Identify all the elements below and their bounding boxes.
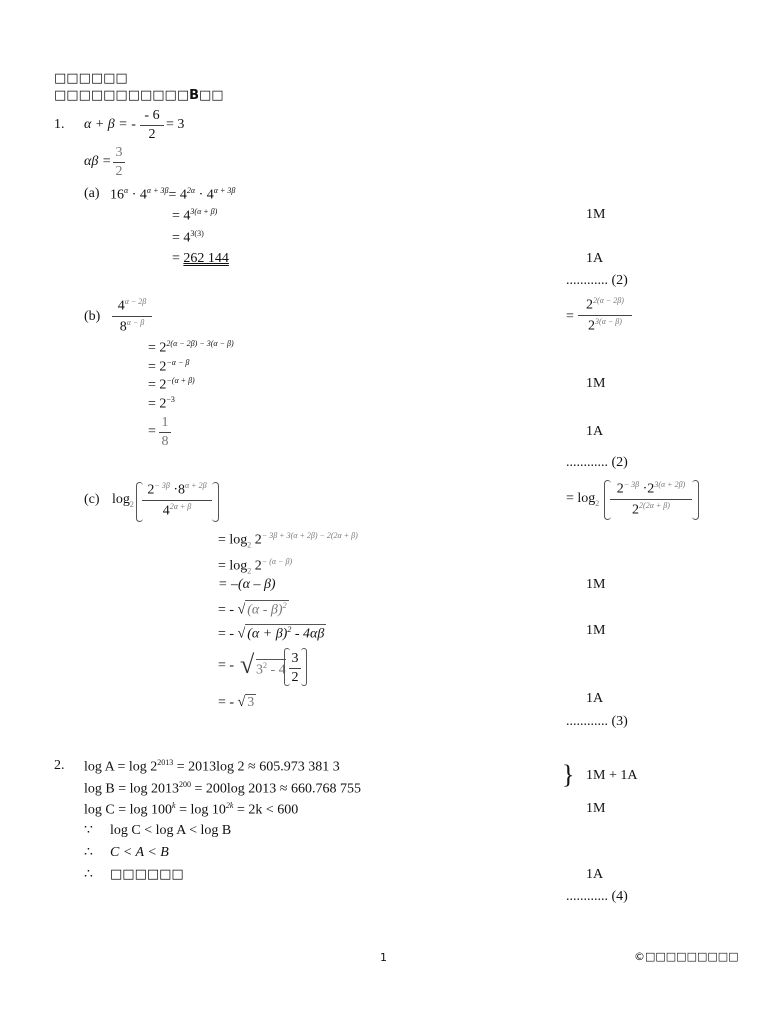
q1-sum-lhs: α + β = -	[84, 117, 136, 132]
q2-line2: $\log B = \log 2013^{200} = 200\log$ 2013 ≈ 660.768 755	[84, 780, 361, 797]
q2-mark-1: 1M + 1A	[586, 768, 638, 783]
sqrt-icon: √	[237, 626, 246, 642]
q1a-label: (a)	[84, 186, 100, 201]
q1c-step5: = - √ $(\alpha + \beta)^2 - 4\alpha\beta$	[218, 625, 325, 642]
q1c-step2: = $\log_2 2^{- (\alpha - \beta)}$	[218, 557, 293, 576]
q2-line5: C < A < B	[110, 845, 169, 860]
q2-total: ............ (4)	[566, 889, 628, 904]
q1a-line4: = 262 144	[172, 251, 229, 266]
q1-sum-fraction	[140, 109, 164, 142]
q2-mark-2: 1M	[586, 801, 606, 816]
q1b-step5-fraction: 1 8	[159, 416, 171, 449]
q1b-step3: = $2^{-(\alpha + \beta)}$	[148, 376, 195, 393]
q1c-step6-fraction: 3 2	[289, 652, 301, 685]
q2-line3: $\log C = \log 100^k = \log 10^{2k} = 2k < 600$	[84, 801, 299, 818]
q1b-total: ............ (2)	[566, 455, 628, 470]
q1c-step6-eq: = -	[218, 658, 235, 673]
q2-line6: □□□□□□	[110, 867, 184, 882]
q1c-rhs-right-paren	[692, 480, 699, 520]
q1c-step6-radicand: $3^2 - 4$	[256, 661, 286, 678]
q1-sum-den: 2	[148, 127, 156, 142]
q1c-total: ............ (3)	[566, 714, 628, 729]
q1b-rhs-fraction: $2^{2(\alpha - 2\beta)}$ $2^{3(\alpha - \beta)}$	[578, 297, 632, 333]
q1c-rhs-fraction: $2^{- 3\beta} \cdot 2^{3(\alpha + 2\beta)}$ $2^{2(2\alpha + \beta)}$	[610, 481, 692, 517]
q1c-mark-3: 1A	[586, 691, 604, 706]
q1-prod-den: 2	[115, 164, 123, 179]
sqrt-icon: √	[237, 695, 246, 710]
q1a-mark-1: 1M	[586, 207, 606, 222]
q2-line4: log C < log A < log B	[110, 823, 232, 838]
q1b-label: (b)	[84, 309, 101, 324]
q1c-step6-right-paren	[301, 648, 307, 686]
q1a-total: ............ (2)	[566, 273, 628, 288]
q1a-mark-2: 1A	[586, 251, 604, 266]
q1a-answer: 262 144	[183, 251, 229, 266]
q1c-lhs-fraction: $2^{- 3\beta} \cdot 8^{\alpha + 2\beta}$ $4^{2\alpha + \beta}$	[142, 482, 212, 518]
q1c-log: $\log_2$	[112, 492, 134, 509]
q1b-step5-eq: =	[148, 424, 156, 439]
q1c-step3: = –(α – β)	[218, 577, 276, 592]
q1c-mark-2: 1M	[586, 623, 606, 638]
sqrt-icon: √	[237, 602, 246, 618]
page-number: 1	[380, 951, 387, 964]
q1b-step4: = $2^{-3}$	[148, 395, 175, 412]
q1c-step1: = $\log_2 2^{- 3\beta + 3(\alpha + 2\beta) - 2(2\alpha + \beta)}$	[218, 531, 358, 550]
q1-sum-rhs: = 3	[166, 117, 185, 132]
q1-prod-lhs: αβ =	[84, 154, 112, 169]
q1a-line3: = $4^{3(3)}$	[172, 229, 204, 246]
q1-prod-fraction	[113, 146, 125, 179]
header-subtitle: □□□□□□□□□□□B□□	[54, 88, 224, 103]
q1a-line2: = $4^{3(\alpha + \beta)}$	[172, 207, 218, 224]
copyright: ©□□□□□□□□□	[634, 950, 739, 963]
q1c-step4: = - √ (α - β)$^2$	[218, 601, 287, 618]
therefore-icon: ∴	[84, 845, 93, 860]
q1b-mark-1: 1M	[586, 376, 606, 391]
q1c-label: (c)	[84, 492, 100, 507]
q1b-step2: = $2^{-\alpha - \beta}$	[148, 358, 190, 375]
q1c-step7: = - √ 3	[218, 695, 255, 710]
q1c-rhs-log: = $\log_2$	[566, 491, 600, 508]
q1a-line1: $16^\alpha \cdot 4^{\alpha + 3\beta}= 4^{2\alpha} \cdot 4^{\alpha + 3\beta}$	[110, 186, 236, 203]
therefore-icon-2: ∴	[84, 867, 93, 882]
q1b-rhs-eq: =	[566, 309, 574, 324]
q1b-lhs-fraction: $4^{\alpha - 2\beta}$ $8^{\alpha - \beta}$	[112, 298, 152, 334]
sqrt-icon: √	[240, 650, 255, 679]
header-title: □□□□□□	[54, 71, 128, 86]
q1c-mark-1: 1M	[586, 577, 606, 592]
q1-prod-num: 3	[115, 145, 123, 160]
q2-line1: $\log A = \log 2^{2013} = 2013\log$ 2 ≈ 605.973 381 3	[84, 758, 340, 775]
q2-number: 2.	[54, 758, 65, 773]
q1c-right-paren	[212, 482, 219, 522]
q1-number: 1.	[54, 117, 65, 132]
q1b-mark-2: 1A	[586, 424, 604, 439]
q1b-step1: = $2^{2(\alpha - 2\beta) - 3(\alpha - \beta)}$	[148, 339, 234, 356]
brace-icon: }	[562, 760, 575, 789]
because-icon: ∵	[84, 823, 93, 838]
q1-sum-num: - 6	[144, 108, 160, 123]
q2-mark-3: 1A	[586, 867, 604, 882]
